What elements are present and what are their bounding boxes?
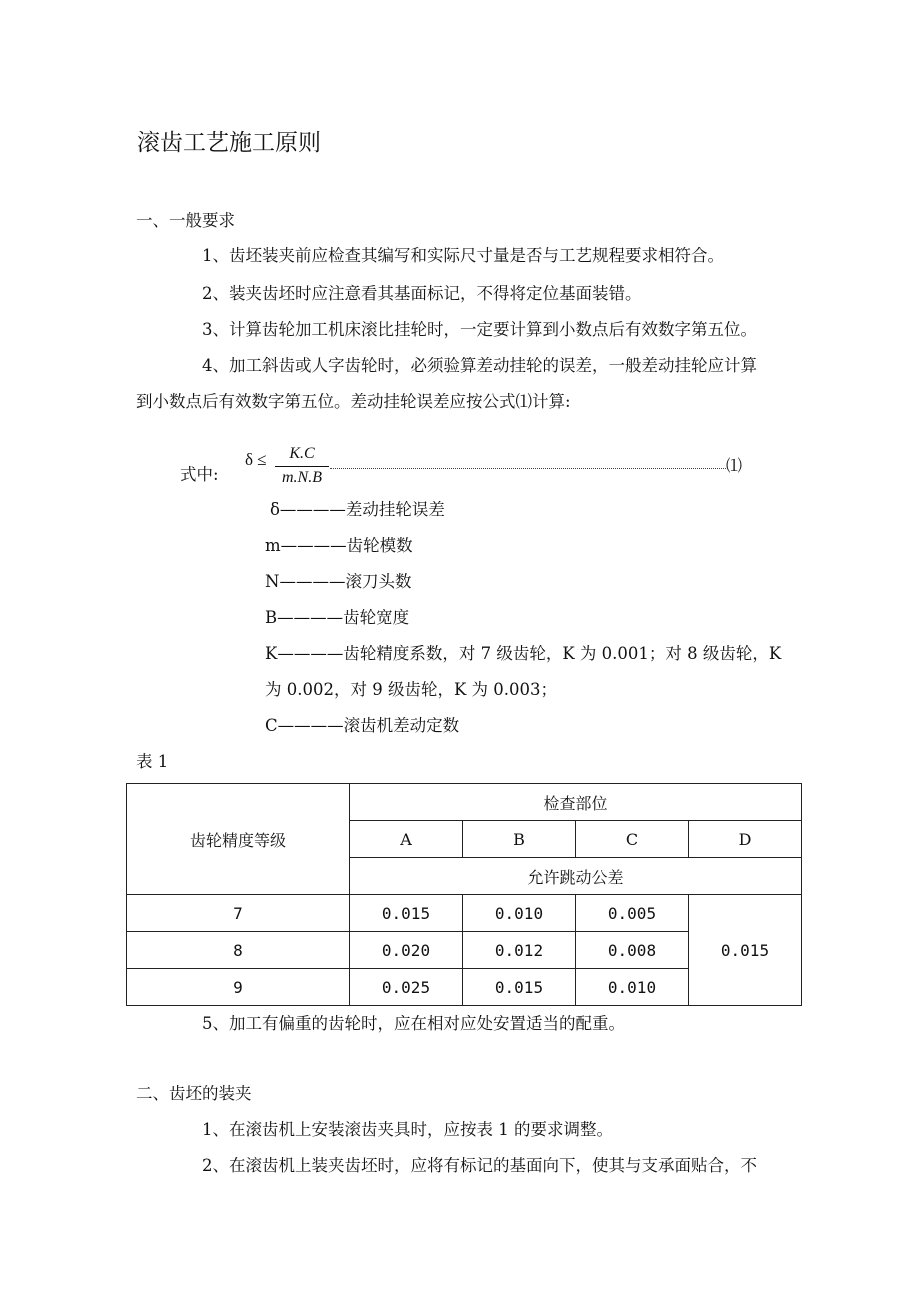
- definition-item: K————齿轮精度系数，对 7 级齿轮，K 为 0.001；对 8 级齿轮，K: [265, 644, 782, 663]
- value-cell-c: 0.008: [576, 932, 689, 969]
- section-1-heading: 一、一般要求: [136, 211, 235, 230]
- formula-number: ⑴: [726, 456, 743, 475]
- paragraph: 4、加工斜齿或人字齿轮时，必须验算差动挂轮的误差，一般差动挂轮应计算: [202, 356, 757, 375]
- tolerance-header: 允许跳动公差: [350, 858, 802, 895]
- definition-item: δ————差动挂轮误差: [270, 500, 445, 519]
- column-header-b: B: [463, 821, 576, 858]
- paragraph: 2、装夹齿坯时应注意看其基面标记，不得将定位基面装错。: [202, 284, 642, 303]
- grade-cell: 8: [127, 932, 350, 969]
- value-cell-b: 0.010: [463, 895, 576, 932]
- paragraph: 1、齿坯装夹前应检查其编写和实际尺寸量是否与工艺规程要求相符合。: [202, 246, 724, 265]
- paragraph: 5、加工有偏重的齿轮时，应在相对应处安置适当的配重。: [202, 1014, 625, 1033]
- leader-dots: [330, 454, 726, 469]
- grade-header: 齿轮精度等级: [127, 784, 350, 895]
- definition-item: N————滚刀头数: [265, 572, 412, 591]
- table-label: 表 1: [136, 752, 169, 771]
- value-cell-a: 0.015: [350, 895, 463, 932]
- formula-numerator: K.C: [289, 445, 315, 462]
- paragraph: 3、计算齿轮加工机床滚比挂轮时，一定要计算到小数点后有效数字第五位。: [202, 320, 757, 339]
- value-cell-a: 0.025: [350, 969, 463, 1006]
- column-header-a: A: [350, 821, 463, 858]
- column-header-d: D: [689, 821, 802, 858]
- paragraph: 1、在滚齿机上安装滚齿夹具时，应按表 1 的要求调整。: [202, 1120, 613, 1139]
- definition-item: B————齿轮宽度: [265, 608, 410, 627]
- paragraph: 2、在滚齿机上装夹齿坯时，应将有标记的基面向下，使其与支承面贴合，不: [202, 1156, 757, 1175]
- value-cell-d: 0.015: [689, 895, 802, 1006]
- check-position-header: 检查部位: [350, 784, 802, 821]
- section-2-heading: 二、齿坯的装夹: [136, 1084, 252, 1103]
- value-cell-a: 0.020: [350, 932, 463, 969]
- formula-denominator: m.N.B: [282, 469, 322, 486]
- definition-item: 为 0.002，对 9 级齿轮，K 为 0.003；: [265, 680, 558, 699]
- tolerance-table: [126, 783, 802, 1006]
- formula-prefix: 式中:: [180, 465, 219, 484]
- value-cell-c: 0.010: [576, 969, 689, 1006]
- page-title: 滚齿工艺施工原则: [137, 130, 321, 156]
- value-cell-b: 0.012: [463, 932, 576, 969]
- column-header-c: C: [576, 821, 689, 858]
- definition-item: m————齿轮模数: [265, 536, 413, 555]
- formula-lhs: δ ≤: [245, 450, 267, 469]
- fraction-bar: [275, 466, 329, 467]
- formula-fraction: [273, 443, 331, 488]
- table-row: [127, 895, 802, 932]
- grade-cell: 7: [127, 895, 350, 932]
- value-cell-b: 0.015: [463, 969, 576, 1006]
- value-cell-c: 0.005: [576, 895, 689, 932]
- grade-cell: 9: [127, 969, 350, 1006]
- paragraph: 到小数点后有效数字第五位。差动挂轮误差应按公式⑴计算:: [136, 392, 571, 411]
- definition-item: C————滚齿机差动定数: [265, 716, 460, 735]
